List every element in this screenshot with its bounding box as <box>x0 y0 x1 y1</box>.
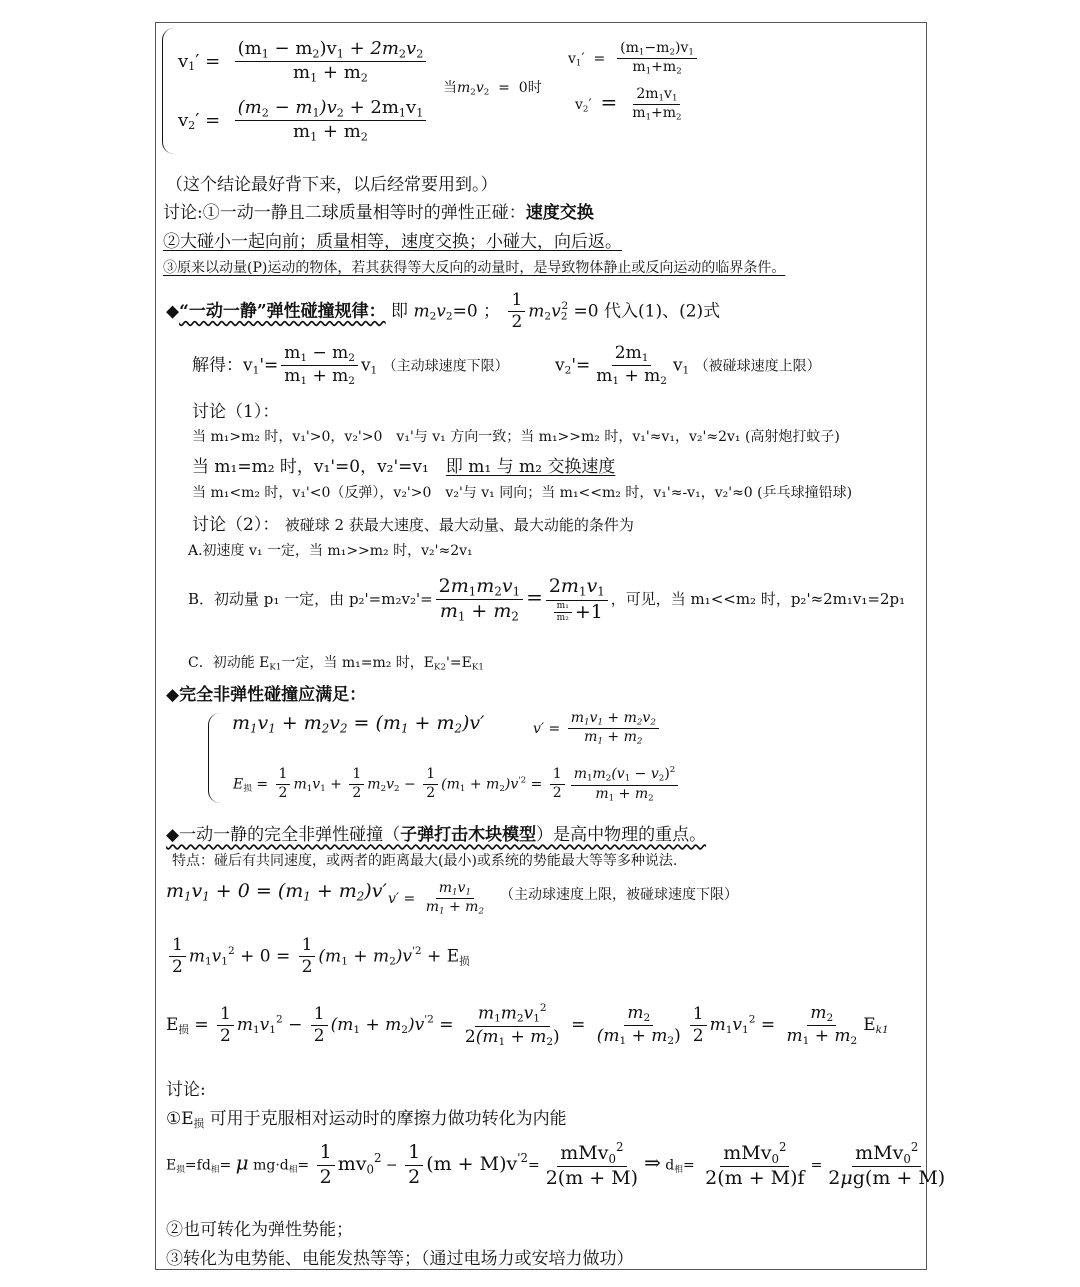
sub-loss-2: 损 <box>459 955 470 968</box>
sub-loss-3: 损 <box>178 1024 189 1037</box>
solve-label: 解得： <box>192 355 243 376</box>
discussion-3: ③原来以动量(P)运动的物体，若其获得等大反向的动量时，是导致物体静止或反向运动的临界条件。 <box>163 260 786 276</box>
discussion-1 <box>163 198 594 223</box>
feature-text: 特点：碰后有共同速度，或两者的距离最大(最小)或系统的势能最大等等多种说法. <box>172 853 678 869</box>
elastic-heading: ◆“一动一静”弹性碰撞规律： 即 $m_2v_2=0$ ； $\frac{1}{2}$ $m_2v_2^2 =0$ 代入(1)、(2)式 <box>166 290 721 333</box>
discussion-1-text: 讨论:①一动一静且二球质量相等时的弹性正碰： <box>163 203 526 223</box>
condition-m2v2-zero: 当$m_2v_2 = 0$时 <box>443 80 542 98</box>
formula-friction: $E_损=fd_相= \mu$ $mg\cdot d_相=$ $\frac{1}{2}$ $mv_0^2$ − $\frac{1}{2}$ $(m + M)v^{'2}=$ $\frac{mMv_0^2}{2(m + M)}$ ⇒ $d_相=$ $\frac{mMv_0^2}{2(m + M)f}$ = $\frac{mMv_0^2}{2\mu g(m + M)}$ <box>166 1140 946 1190</box>
use1-tail: 可用于克服相对运动时的摩擦力做功转化为内能 <box>209 1109 567 1129</box>
formula-v2-special: $v_2'$ = $\frac{2m_1v_1}{m_1+m_2}$ <box>575 86 682 124</box>
case-a: A.初速度 v₁ 一定，当 m₁>>m₂ 时，v₂'≈2v₁ <box>188 543 473 559</box>
formula-v2-prime: $v_2'$ = $\frac{(m_2 - m_1)v_2 + 2m_1v_1}{m_1 + m_2}$ <box>178 97 429 145</box>
solution-v2: $v_2'=$ $\frac{2m_1}{m_1 + m_2}$ $v_1$ （被碰球速度上限） <box>555 343 821 388</box>
v2-note: （被碰球速度上限） <box>694 358 821 375</box>
discussion-1-bold: 速度交换 <box>525 203 594 223</box>
elastic-subst-text: 代入(1)、(2)式 <box>604 301 721 322</box>
inelastic-heading: ◆完全非弹性碰撞应满足： <box>166 685 367 705</box>
sub-rel-3: 相 <box>674 1165 683 1176</box>
case-c-text: C．初动能 E <box>188 655 270 671</box>
disc1-line2b: 即 m₁ 与 m₂ 交换速度 <box>445 457 616 477</box>
discussion-2: ②大碰小一起向前；质量相等，速度交换；小碰大，向后返。 <box>163 232 622 252</box>
disc2-title: 讨论（2）： <box>192 515 280 535</box>
disc-title: 讨论: <box>166 1080 206 1100</box>
use-1 <box>166 1104 567 1131</box>
solution-row: 解得：$v_1'=$ $\frac{m_1 - m_2}{m_1 + m_2}$ $v_1$ （主动球速度下限） <box>192 343 509 388</box>
model-bold: 子弹打击木块模型 <box>400 825 537 845</box>
use-3: ③转化为电势能、电能发热等等；（通过电场力或安培力做功） <box>166 1249 634 1269</box>
formula-energy: $\frac{1}{2}$ $m_1v_1^2 + 0$ = $\frac{1}{2}$ $(m_1 + m_2)v^{'2} + E_损$ <box>166 935 470 979</box>
case-b-pre: B．初动量 p₁ 一定，由 p₂'=m₂v₂'= <box>188 589 433 608</box>
case-b-post: ，可见，当 m₁<<m₂ 时，p₂'≈2m₁v₁=2p₁ <box>610 589 906 608</box>
formula-momentum: $m_1v_1 + m_2v_2 = (m_1 + m_2)v'$ <box>232 712 485 736</box>
disc1-line3: 当 m₁<m₂ 时，v₁'<0（反弹），v₂'>0 v₂'与 v₁ 同向；当 m₁<<m₂ 时，v₁'≈-v₁，v₂'≈0 (乒乓球撞铅球) <box>192 485 853 501</box>
brace-top <box>162 28 175 154</box>
sub-k1: K1 <box>269 662 282 673</box>
disc2-row <box>192 510 634 535</box>
formula-v1-prime: $v_1'$ = $\frac{(m_1 - m_2)v_1 + 2m_2v_2}{m_1 + m_2}$ <box>178 38 429 86</box>
use-2: ②也可转化为弹性势能； <box>166 1220 353 1240</box>
formula-eloss-full: $E_损$ = $\frac{1}{2}$ $m_1v_1^2$ − $\frac{1}{2}$ $(m_1 + m_2)v^{'2}$ = $\frac{m_1m_2v_1^2}{2(m_1 + m_2)}$ = $\frac{m_2}{(m_1 + m_2)}$ $\frac{1}{2}$ $m_1v_1^2$ = $\frac{m_2}{m_1 + m_2}$ $E_{k1}$ <box>166 1002 889 1048</box>
sub-rel-1: 相 <box>210 1165 220 1176</box>
case-b: B．初动量 p₁ 一定，由 p₂'=m₂v₂'= $\frac{2m_1m_2v_1}{m_1 + m_2}$ = $2m_1v_1$ $\frac{\text{m₁}}{\text{m₂}}$ +1 ，可见，当 m₁<<m₂ 时，p₂'≈2m₁v₁=2p₁ <box>188 575 906 624</box>
sub-loss-1: 损 <box>243 784 252 795</box>
disc1-title: 讨论（1）： <box>192 402 280 422</box>
case-c-tail: 一定，当 m₁=m₂ 时，E <box>281 655 435 671</box>
model-heading <box>166 820 706 845</box>
v1-note: （主动球速度下限） <box>382 358 509 375</box>
use1-text: ①E <box>166 1109 194 1129</box>
elastic-heading-text: “一动一静”弹性碰撞规律： <box>179 301 386 322</box>
formula-bullet-momentum: $m_1v_1 + 0 = (m_1 + m_2)v'$ <box>166 880 387 904</box>
elastic-heading-tail: 即 <box>391 301 409 322</box>
sub-k2-c: K2 <box>434 662 447 673</box>
model-pre: ◆一动一静的完全非弹性碰撞（ <box>166 825 401 845</box>
when-label: 当 <box>443 80 457 96</box>
brace-inelastic <box>208 713 221 803</box>
formula-bullet-v: v′ = $\frac{m_1v_1}{m_1 + m_2}$ <box>388 880 484 918</box>
case-c: C．初动能 $E_{K1}$一定，当 m₁=m₂ 时，$E_{K2}'=E_{K1}$ <box>188 655 484 673</box>
disc1-line2 <box>192 452 615 477</box>
formula-v1-special: $v_1'$ = $\frac{(m_1-m_2)v_1}{m_1+m_2}$ <box>568 40 700 78</box>
sub-loss-4: 损 <box>193 1118 205 1131</box>
note-memorize: （这个结论最好背下来，以后经常要用到。） <box>166 175 498 195</box>
formula-vcommon: v′ = $\frac{m_1v_1 + m_2v_2}{m_1 + m_2}$ <box>533 710 662 748</box>
disc2-text: 被碰球 2 获最大速度、最大动量、最大动能的条件为 <box>284 516 634 534</box>
sub-loss-5: 损 <box>176 1165 185 1176</box>
disc1-line1: 当 m₁>m₂ 时，v₁'>0，v₂'>0 v₁'与 v₁ 方向一致；当 m₁>>m₂ 时，v₁'≈v₁，v₂'≈2v₁ (高射炮打蚊子) <box>192 429 840 445</box>
model-note: （主动球速度上限，被碰球速度下限） <box>500 887 738 903</box>
disc1-line2a: 当 m₁=m₂ 时，v₁'=0，v₂'=v₁ <box>192 457 446 477</box>
sub-rel-2: 相 <box>288 1165 298 1176</box>
model-post: ）是高中物理的重点。 <box>536 825 707 845</box>
formula-eloss: $E_损$ = $\frac{1}{2}$ $m_1v_1$ + $\frac{1}{2}$ $m_2v_2$ − $\frac{1}{2}$ $(m_1 + m_2)v^{'2}$ = $\frac{1}{2}$ $\frac{m_1m_2(v_1 - v_2)^2}{m_1 + m_2}$ <box>233 765 681 804</box>
